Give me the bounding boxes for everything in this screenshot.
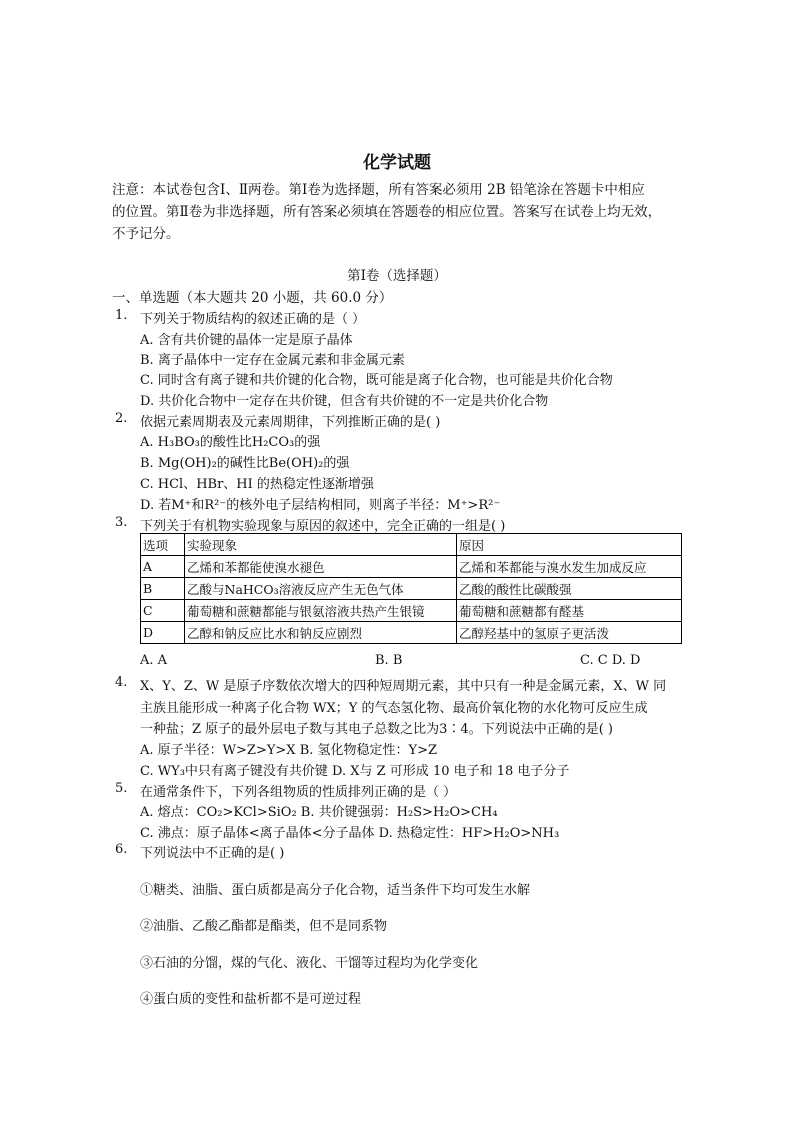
option-d: D. 共价化合物中一定存在共价键，但含有共价键的不一定是共价化合物 [140,394,549,409]
statement-1: ①糖类、油脂、蛋白质都是高分子化合物，适当条件下均可发生水解 [140,883,531,898]
question-stem: 下列关于有机物实验现象与原因的叙述中，完全正确的一组是( ) [140,519,506,534]
option-a: A. 含有共价键的晶体一定是原子晶体 [140,333,353,348]
statement-2: ②油脂、乙酸乙酯都是酯类，但不是同系物 [140,919,388,934]
table-cell: C [141,600,185,622]
statement-4: ④蛋白质的变性和盐析都不是可逆过程 [140,992,362,1007]
question-number: 1. [115,308,128,323]
table-row [141,556,682,578]
question-number: 6. [115,842,128,857]
option-c: C. 同时含有离子键和共价键的化合物，既可能是离子化合物，也可能是共价化合物 [140,373,613,388]
option-cd: C. 沸点：原子晶体<离子晶体<分子晶体 D. 热稳定性：HF>H₂O>NH₃ [140,826,560,841]
page-title: 化学试题 [363,153,431,173]
table-row [141,600,682,622]
question-stem: 下列关于物质结构的叙述正确的是（ ） [140,312,366,327]
option-d: D. 若M⁺和R²⁻的核外电子层结构相同，则离子半径：M⁺>R²⁻ [140,498,501,513]
table-cell: A [141,556,185,578]
option-ab: A. 熔点：CO₂>KCl>SiO₂ B. 共价键强弱：H₂S>H₂O>CH₄ [140,805,498,820]
question-number: 5. [115,781,128,796]
table-header: 选项 [141,534,185,556]
option-b: B. 离子晶体中一定存在金属元素和非金属元素 [140,353,405,368]
table-cell: 乙醇羟基中的氢原子更活泼 [457,622,682,644]
question-number: 2. [115,411,128,426]
table-header: 原因 [457,534,682,556]
table-row [141,622,682,644]
experiment-table [140,533,682,644]
table-header: 实验现象 [185,534,457,556]
option-a: A. A [140,653,168,668]
question-stem: 在通常条件下，下列各组物质的性质排列正确的是（ ） [140,785,457,800]
notice-line: 的位置。第Ⅱ卷为非选择题，所有答案必须填在答题卷的相应位置。答案写在试卷上均无效， [112,204,662,220]
notice-line: 注意：本试卷包含Ⅰ、Ⅱ两卷。第Ⅰ卷为选择题，所有答案必须用 2B 铅笔涂在答题卡中相应 [112,182,645,198]
option-a: A. H₃BO₃的酸性比H₂CO₃的强 [140,435,321,450]
statement-3: ③石油的分馏，煤的气化、液化、干馏等过程均为化学变化 [140,956,479,971]
table-cell: 乙酸与NaHCO₃溶液反应产生无色气体 [185,578,457,600]
option-b: B. Mg(OH)₂的碱性比Be(OH)₂的强 [140,456,350,471]
question-stem: 依据元素周期表及元素周期律，下列推断正确的是( ) [140,415,441,430]
option-cd: C. WY₃中只有离子键没有共价键 D. X与 Z 可形成 10 电子和 18 电子分子 [140,764,570,779]
question-stem: X、Y、Z、W 是原子序数依次增大的四种短周期元素，其中只有一种是金属元素，X、W 同 [140,679,667,694]
question-stem: 一种盐；Z 原子的最外层电子数与其电子总数之比为3∶4。下列说法中正确的是( ) [140,722,613,737]
table-row [141,578,682,600]
notice-line: 不予记分。 [112,226,180,242]
table-header-row [141,534,682,556]
table-cell: 乙烯和苯都能与溴水发生加成反应 [457,556,682,578]
table-cell: 乙醇和钠反应比水和钠反应剧烈 [185,622,457,644]
option-b: B. B [375,653,403,668]
table-cell: 葡萄糖和蔗糖都有醛基 [457,600,682,622]
option-c: C. HCl、HBr、HI 的热稳定性逐渐增强 [140,477,374,492]
question-stem: 主族且能形成一种离子化合物 WX；Y 的气态氢化物、最高价氧化物的水化物可反应生成 [140,701,648,716]
table-cell: 葡萄糖和蔗糖都能与银氨溶液共热产生银镜 [185,600,457,622]
question-number: 3. [115,515,128,530]
table-cell: 乙酸的酸性比碳酸强 [457,578,682,600]
option-ab: A. 原子半径：W>Z>Y>X B. 氢化物稳定性：Y>Z [140,743,438,758]
section-heading: 一、单选题（本大题共 20 小题，共 60.0 分） [112,290,393,306]
part1-title: 第Ⅰ卷（选择题） [347,268,447,284]
table-cell: 乙烯和苯都能使溴水褪色 [185,556,457,578]
question-stem: 下列说法中不正确的是( ) [140,846,285,861]
option-cd: C. C D. D [580,653,641,668]
table-cell: D [141,622,185,644]
question-number: 4. [115,675,128,690]
table-cell: B [141,578,185,600]
